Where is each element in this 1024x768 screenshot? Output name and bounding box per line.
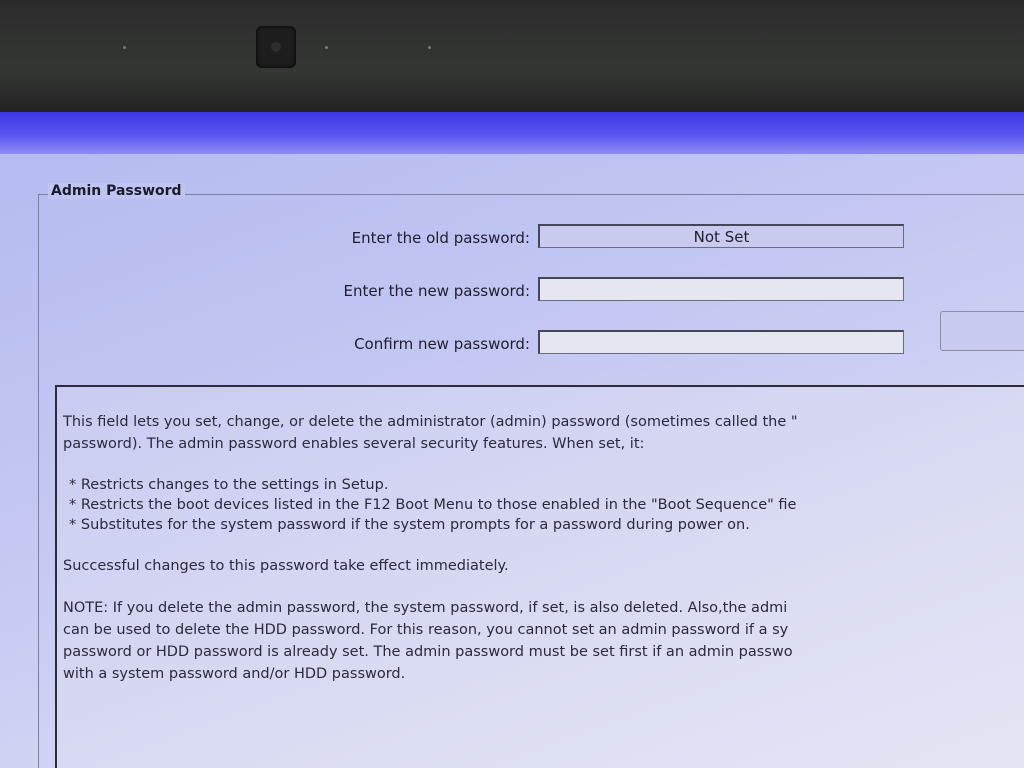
bezel-sensor-dot: [123, 46, 126, 49]
confirm-password-field[interactable]: [538, 330, 904, 354]
group-title: Admin Password: [48, 183, 185, 199]
old-password-field[interactable]: [538, 224, 904, 248]
title-bar: [0, 112, 1024, 154]
help-note-line: with a system password and/or HDD password.: [63, 666, 406, 682]
help-bullet: * Substitutes for the system password if the system prompts for a password during power on.: [69, 517, 750, 533]
old-password-label: Enter the old password:: [351, 229, 530, 247]
new-password-label: Enter the new password:: [343, 282, 530, 300]
help-note-line: can be used to delete the HDD password. For this reason, you cannot set an admin password if a sy: [63, 622, 789, 638]
new-password-field[interactable]: [538, 277, 904, 301]
help-bullet: * Restricts changes to the settings in Setup.: [69, 477, 389, 493]
help-note-line: password or HDD password is already set. The admin password must be set first if an admin passwo: [63, 644, 793, 660]
bezel-sensor-dot: [428, 46, 431, 49]
help-note-line: NOTE: If you delete the admin password, the system password, if set, is also deleted. Also,the admi: [63, 600, 788, 616]
help-intro-line: password). The admin password enables several security features. When set, it:: [63, 436, 645, 452]
partial-button[interactable]: [940, 311, 1024, 351]
laptop-bezel: [0, 0, 1024, 118]
confirm-password-label: Confirm new password:: [354, 335, 530, 353]
bezel-sensor-dot: [325, 46, 328, 49]
help-bullet: * Restricts the boot devices listed in the F12 Boot Menu to those enabled in the "Boot Sequence" fie: [69, 497, 797, 513]
help-effect-text: Successful changes to this password take effect immediately.: [63, 558, 509, 574]
bios-setup-screen: [0, 112, 1024, 768]
webcam-icon: [256, 26, 296, 68]
help-text-panel: [55, 385, 1024, 768]
help-intro-line: This field lets you set, change, or delete the administrator (admin) password (sometimes called the ": [63, 414, 798, 430]
